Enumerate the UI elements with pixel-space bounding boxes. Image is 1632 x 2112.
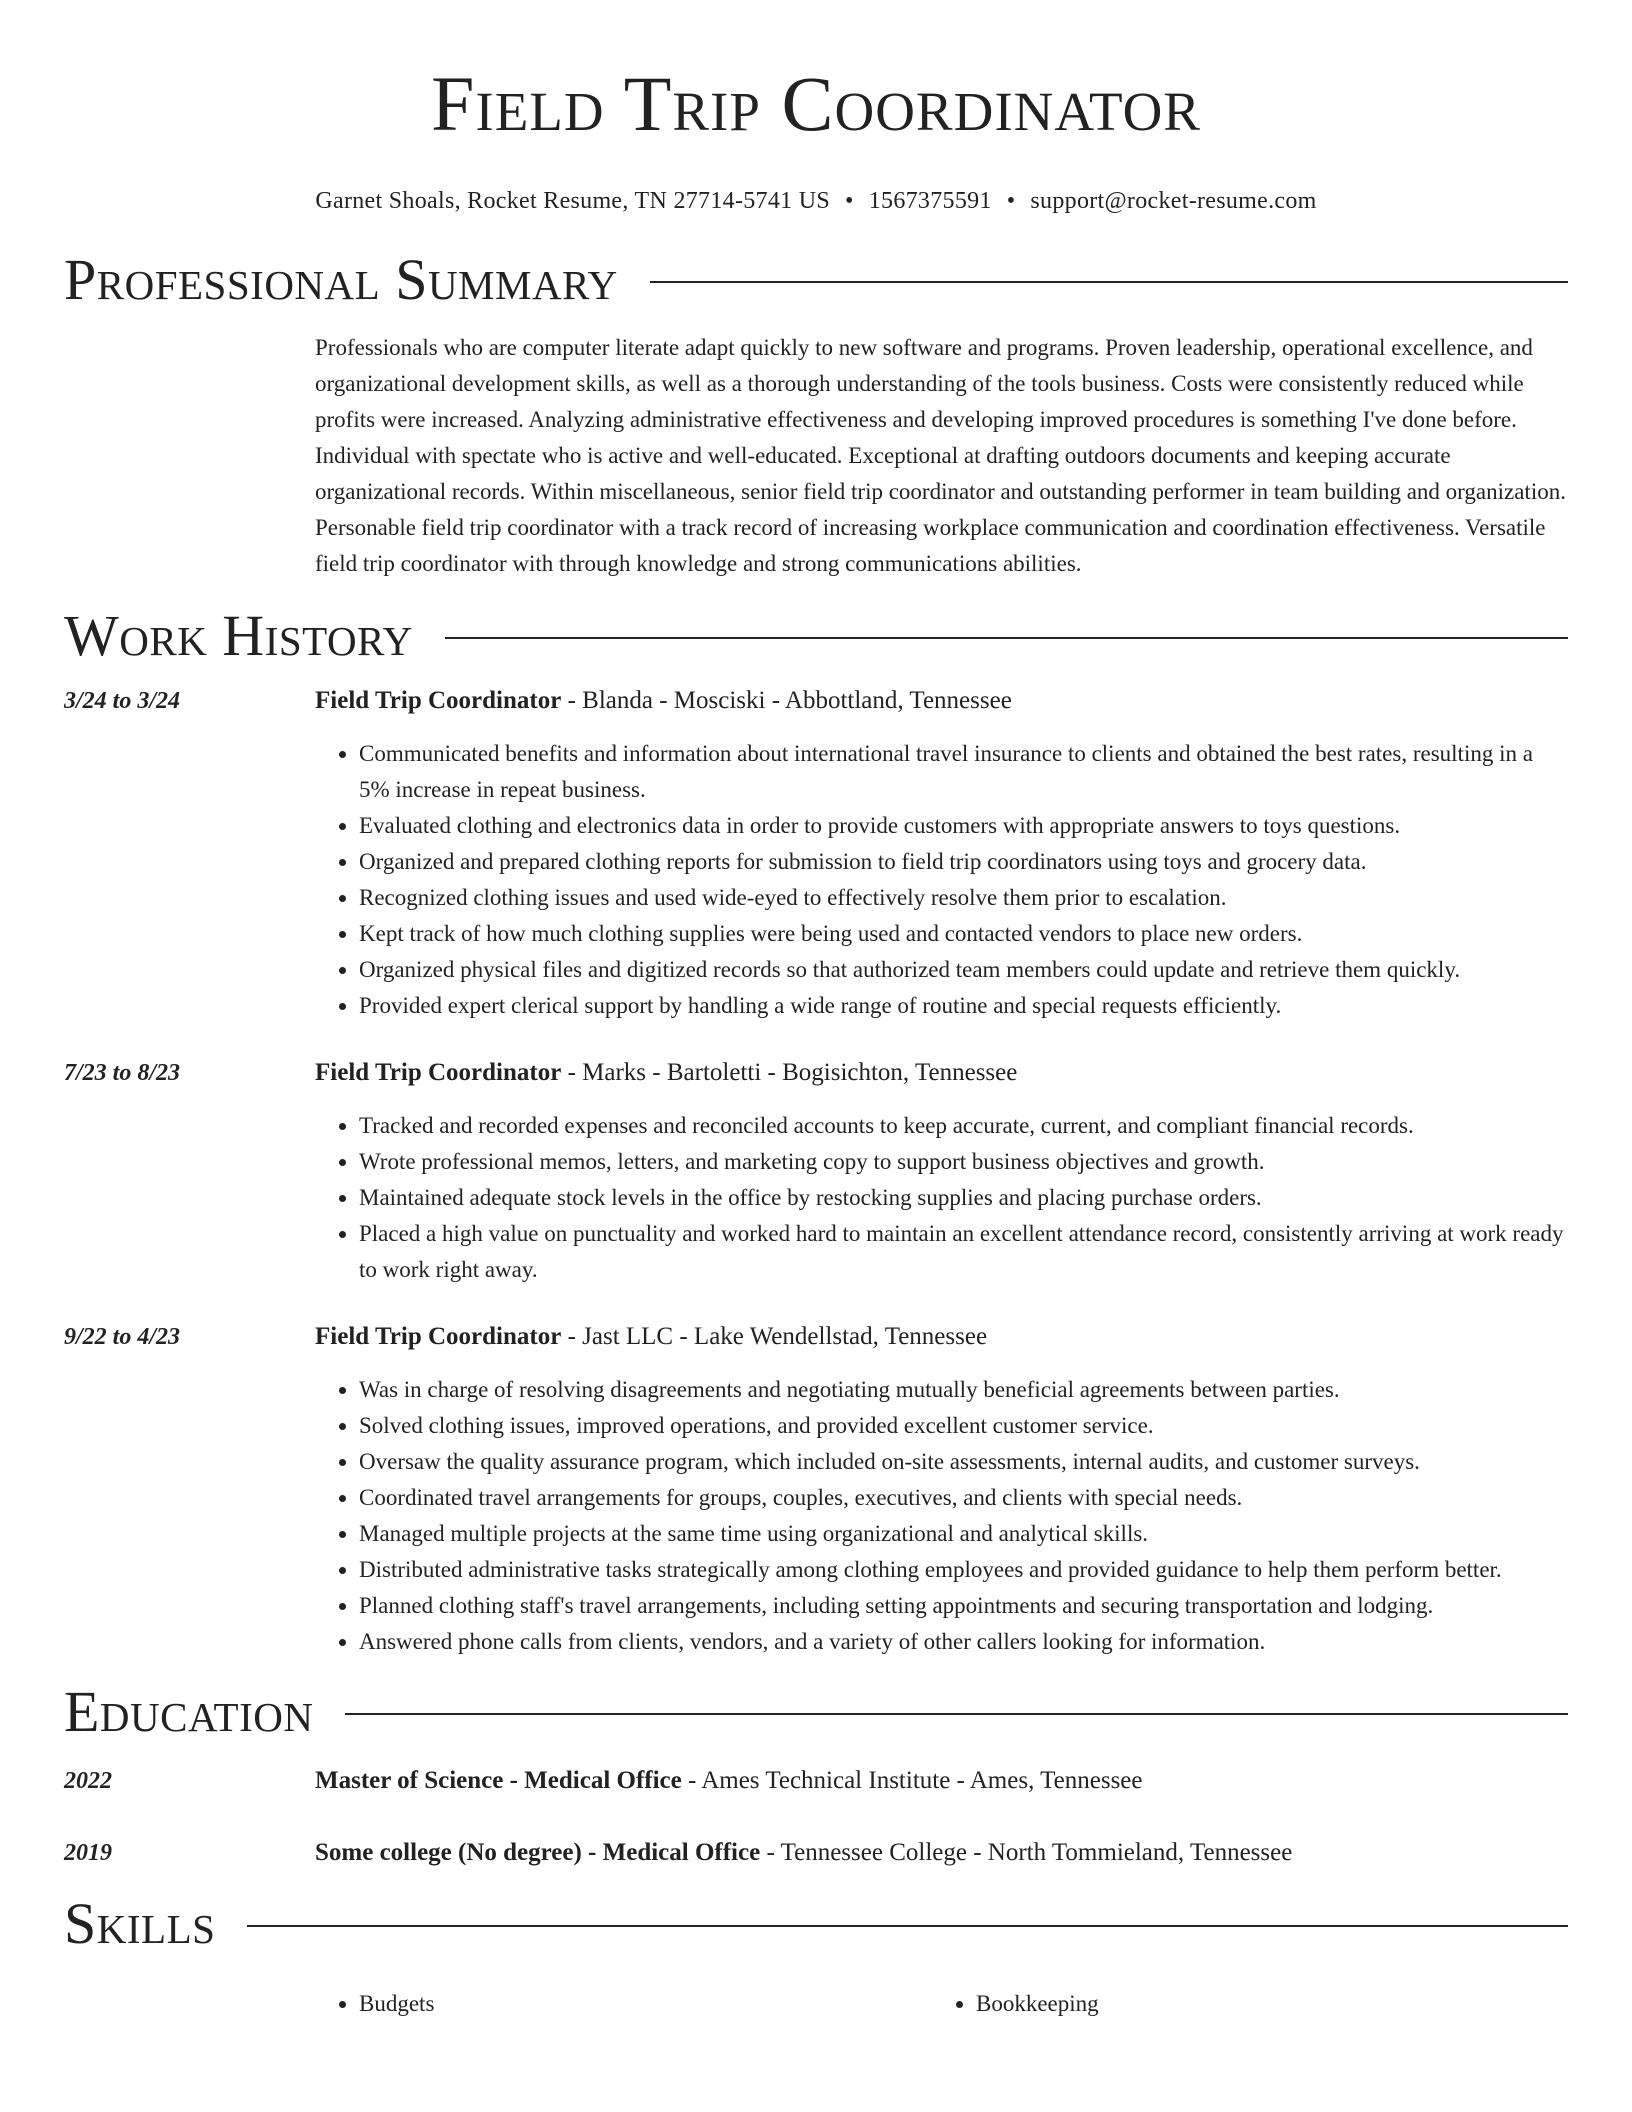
job-bullets bbox=[315, 736, 1568, 1024]
education-year: 2019 bbox=[64, 1840, 112, 1866]
job-employer: - Marks - Bartoletti - Bogisichton, Tennessee bbox=[561, 1059, 1018, 1086]
contact-address: Garnet Shoals, Rocket Resume, TN 27714-5741 US bbox=[315, 188, 831, 214]
education-degree: Some college (No degree) - Medical Office bbox=[315, 1839, 761, 1866]
contact-email: support@rocket-resume.com bbox=[1030, 188, 1317, 214]
education-entry bbox=[64, 1764, 1568, 1798]
education-body bbox=[315, 1764, 1568, 1798]
job-bullet: • Provided expert clerical support by handling a wide range of routine and special requests efficiently. bbox=[359, 988, 1568, 1024]
education-school: - Tennessee College - North Tommieland, Tennessee bbox=[760, 1839, 1293, 1866]
skill-item: • Budgets bbox=[359, 1986, 932, 2022]
summary-text: Professionals who are computer literate adapt quickly to new software and programs. Proven leadership, operational excellence, and organizational development skills, as well as a thorough understanding of the tools business. Costs were consistently reduced while profits were increased. Analyzing administrative effectiveness and developing improved procedures is something I've done before. Individual with spectate who is active and well-educated. Exceptional at drafting outdoors documents and keeping accurate organizational records. Within miscellaneous, senior field trip coordinator and outstanding performer in team building and organization. Personable field trip coordinator with a track record of increasing workplace communication and coordination effectiveness. Versatile field trip coordinator with through knowledge and strong communications abilities. bbox=[315, 335, 1566, 576]
job-title: Field Trip Coordinator bbox=[315, 1323, 562, 1350]
job-employer: - Blanda - Mosciski - Abbottland, Tennessee bbox=[561, 687, 1012, 714]
contact-line bbox=[64, 186, 1568, 216]
job-dates: 3/24 to 3/24 bbox=[64, 688, 181, 714]
job-bullet: • Answered phone calls from clients, vendors, and a variety of other callers looking for information. bbox=[359, 1624, 1568, 1660]
job-bullet: • Planned clothing staff's travel arrangements, including setting appointments and securing transportation and lodging. bbox=[359, 1588, 1568, 1624]
job-body bbox=[315, 684, 1568, 1024]
job-bullet: • Tracked and recorded expenses and reconciled accounts to keep accurate, current, and compliant financial records. bbox=[359, 1108, 1568, 1144]
job-entry bbox=[64, 1056, 1568, 1288]
education-year: 2022 bbox=[64, 1768, 112, 1794]
education-entry bbox=[64, 1836, 1568, 1870]
section-title-skills: Skills bbox=[64, 1891, 216, 1956]
job-bullet: • Organized and prepared clothing reports for submission to field trip coordinators using toys and grocery data. bbox=[359, 844, 1568, 880]
job-bullet: • Evaluated clothing and electronics data in order to provide customers with appropriate answers to toys questions. bbox=[359, 808, 1568, 844]
education-body bbox=[315, 1836, 1568, 1870]
job-bullet: • Wrote professional memos, letters, and marketing copy to support business objectives and growth. bbox=[359, 1144, 1568, 1180]
contact-phone: 1567375591 bbox=[868, 188, 992, 214]
skills-column-right bbox=[932, 1986, 1549, 2022]
job-bullet: • Placed a high value on punctuality and worked hard to maintain an excellent attendance record, consistently arriving at work ready to work right away. bbox=[359, 1216, 1568, 1288]
skill-item: • Bookkeeping bbox=[976, 1986, 1549, 2022]
job-bullet: • Managed multiple projects at the same time using organizational and analytical skills. bbox=[359, 1516, 1568, 1552]
job-bullet: • Was in charge of resolving disagreements and negotiating mutually beneficial agreements between parties. bbox=[359, 1372, 1568, 1408]
section-divider bbox=[445, 637, 1568, 639]
job-bullet: • Distributed administrative tasks strategically among clothing employees and provided guidance to help them perform better. bbox=[359, 1552, 1568, 1588]
education-degree: Master of Science - Medical Office bbox=[315, 1767, 682, 1794]
job-body bbox=[315, 1056, 1568, 1288]
job-bullet: • Communicated benefits and information about international travel insurance to clients and obtained the best rates, resulting in a 5% increase in repeat business. bbox=[359, 736, 1568, 808]
section-header-skills bbox=[64, 1891, 1568, 1956]
job-bullet: • Organized physical files and digitized records so that authorized team members could update and retrieve them quickly. bbox=[359, 952, 1568, 988]
section-divider bbox=[247, 1925, 1568, 1927]
job-bullet: • Oversaw the quality assurance program, which included on-site assessments, internal audits, and customer surveys. bbox=[359, 1444, 1568, 1480]
education-school: - Ames Technical Institute - Ames, Tennessee bbox=[681, 1767, 1143, 1794]
job-entry bbox=[64, 1320, 1568, 1660]
section-divider bbox=[345, 1713, 1568, 1715]
job-employer: - Jast LLC - Lake Wendellstad, Tennessee bbox=[561, 1323, 988, 1350]
contact-separator: • bbox=[1006, 188, 1016, 214]
section-divider bbox=[650, 281, 1568, 283]
section-title-work: Work History bbox=[64, 603, 413, 668]
section-title-summary: Professional Summary bbox=[64, 247, 618, 312]
job-bullet: • Recognized clothing issues and used wide-eyed to effectively resolve them prior to escalation. bbox=[359, 880, 1568, 916]
job-title-line bbox=[315, 684, 1568, 718]
job-bullets bbox=[315, 1372, 1568, 1660]
section-title-education: Education bbox=[64, 1679, 314, 1744]
job-entry bbox=[64, 684, 1568, 1024]
job-bullet: • Solved clothing issues, improved operations, and provided excellent customer service. bbox=[359, 1408, 1568, 1444]
job-title-line bbox=[315, 1320, 1568, 1354]
section-header-summary bbox=[64, 247, 1568, 312]
skills-column-left bbox=[315, 1986, 932, 2022]
contact-separator: • bbox=[845, 188, 854, 214]
job-bullet: • Maintained adequate stock levels in the office by restocking supplies and placing purchase orders. bbox=[359, 1180, 1568, 1216]
resume-page bbox=[64, 0, 1568, 2022]
section-header-work bbox=[64, 603, 1568, 668]
job-bullet: • Kept track of how much clothing supplies were being used and contacted vendors to place new orders. bbox=[359, 916, 1568, 952]
job-dates: 9/22 to 4/23 bbox=[64, 1324, 181, 1350]
job-title: Field Trip Coordinator bbox=[315, 687, 562, 714]
job-title-line bbox=[315, 1056, 1568, 1090]
job-title: Field Trip Coordinator bbox=[315, 1059, 562, 1086]
job-bullet: • Coordinated travel arrangements for groups, couples, executives, and clients with special needs. bbox=[359, 1480, 1568, 1516]
skills-list bbox=[315, 1986, 1568, 2022]
resume-name: Field Trip Coordinator bbox=[431, 60, 1201, 147]
job-bullets bbox=[315, 1108, 1568, 1288]
section-header-education bbox=[64, 1679, 1568, 1744]
job-dates: 7/23 to 8/23 bbox=[64, 1060, 181, 1086]
job-body bbox=[315, 1320, 1568, 1660]
